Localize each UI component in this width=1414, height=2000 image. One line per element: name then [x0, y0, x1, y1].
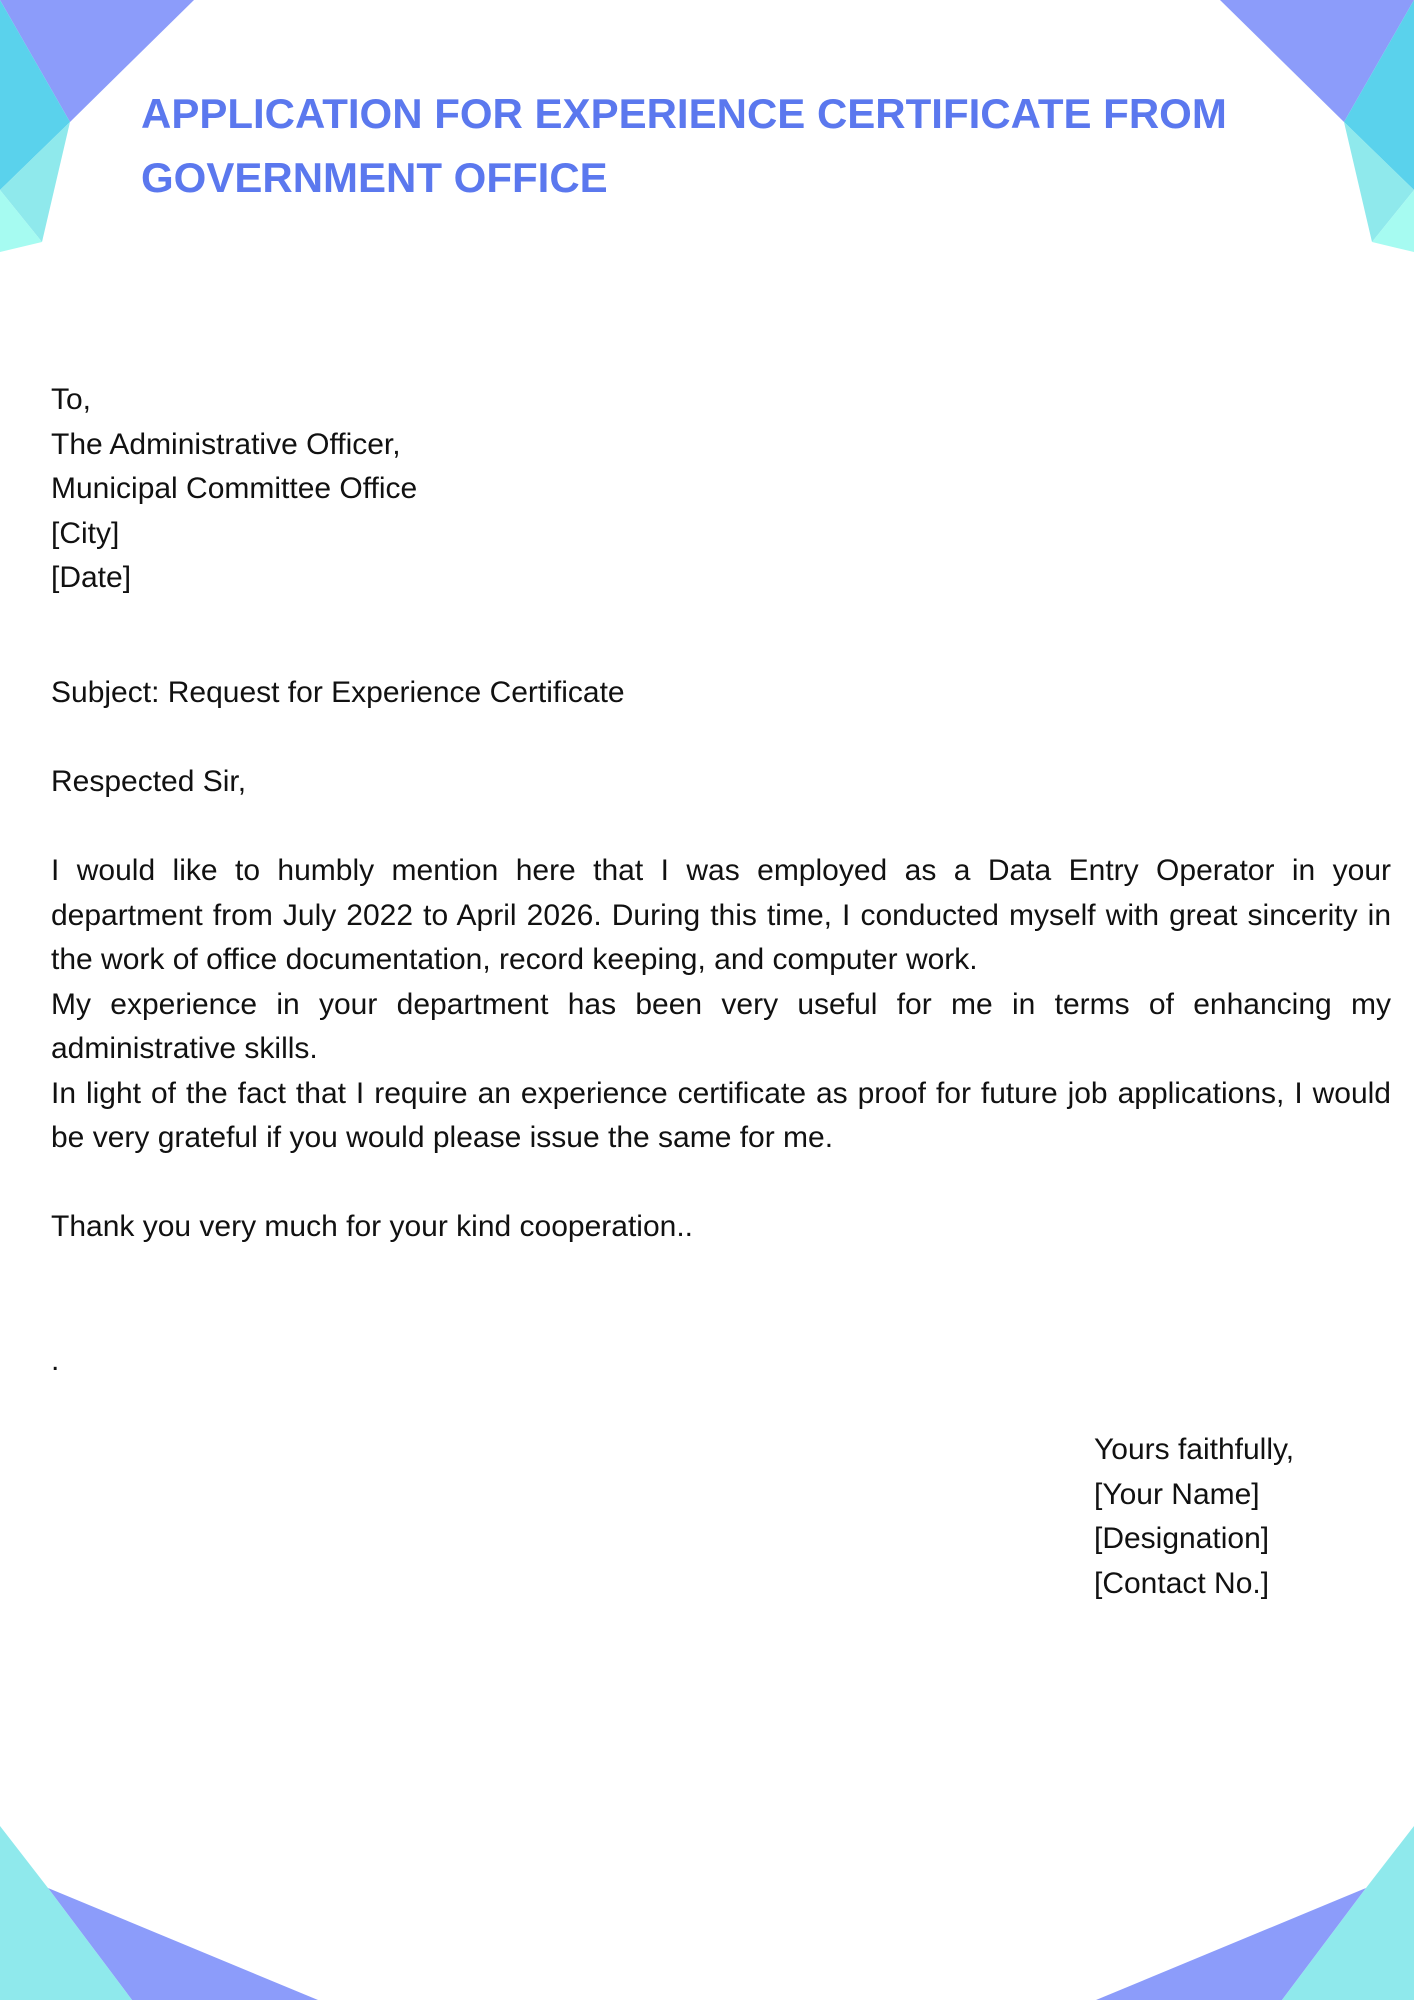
body-paragraph-experience: My experience in your department has been very useful for me in terms of enhancing my administrative skills. [51, 987, 1391, 1065]
thanks-line: Thank you very much for your kind cooperation.. [51, 1210, 693, 1243]
bottom-right-corner-shapes [1096, 1826, 1414, 2000]
recipient-to: To, [51, 383, 92, 416]
recipient-address [51, 378, 417, 601]
stray-period: . [51, 1344, 60, 1377]
title-line-2: GOVERNMENT OFFICE [141, 154, 608, 201]
letter-body [51, 849, 1391, 1161]
title-line-1: APPLICATION FOR EXPERIENCE CERTIFICATE FROM [141, 90, 1227, 137]
signature-block [1094, 1428, 1294, 1606]
recipient-city: [City] [51, 516, 120, 550]
bottom-right-aqua-triangle [1282, 1826, 1414, 2000]
sender-contact: [Contact No.] [1094, 1566, 1270, 1600]
subject-line: Subject: Request for Experience Certificate [51, 676, 625, 709]
valediction: Yours faithfully, [1094, 1433, 1295, 1466]
bottom-left-aqua-triangle [0, 1826, 132, 2000]
page-title [141, 82, 1301, 210]
body-paragraph-employment: I would like to humbly mention here that I was employed as a Data Entry Operator in your department from July 2022 to April 2026. During this time, I conducted myself with great sincerity in the work of office documentation, record keeping, and computer work. [51, 854, 1391, 976]
bottom-left-corner-shapes [0, 1826, 318, 2000]
letter-date: [Date] [51, 561, 132, 594]
recipient-office: Municipal Committee Office [51, 472, 418, 505]
recipient-officer: The Administrative Officer, [51, 427, 401, 461]
body-paragraph-request: In light of the fact that I require an experience certificate as proof for future job applications, I would be very grateful if you would please issue the same for me. [51, 1076, 1391, 1154]
sender-name: [Your Name] [1094, 1477, 1260, 1511]
salutation: Respected Sir, [51, 765, 247, 798]
sender-designation: [Designation] [1094, 1522, 1270, 1555]
